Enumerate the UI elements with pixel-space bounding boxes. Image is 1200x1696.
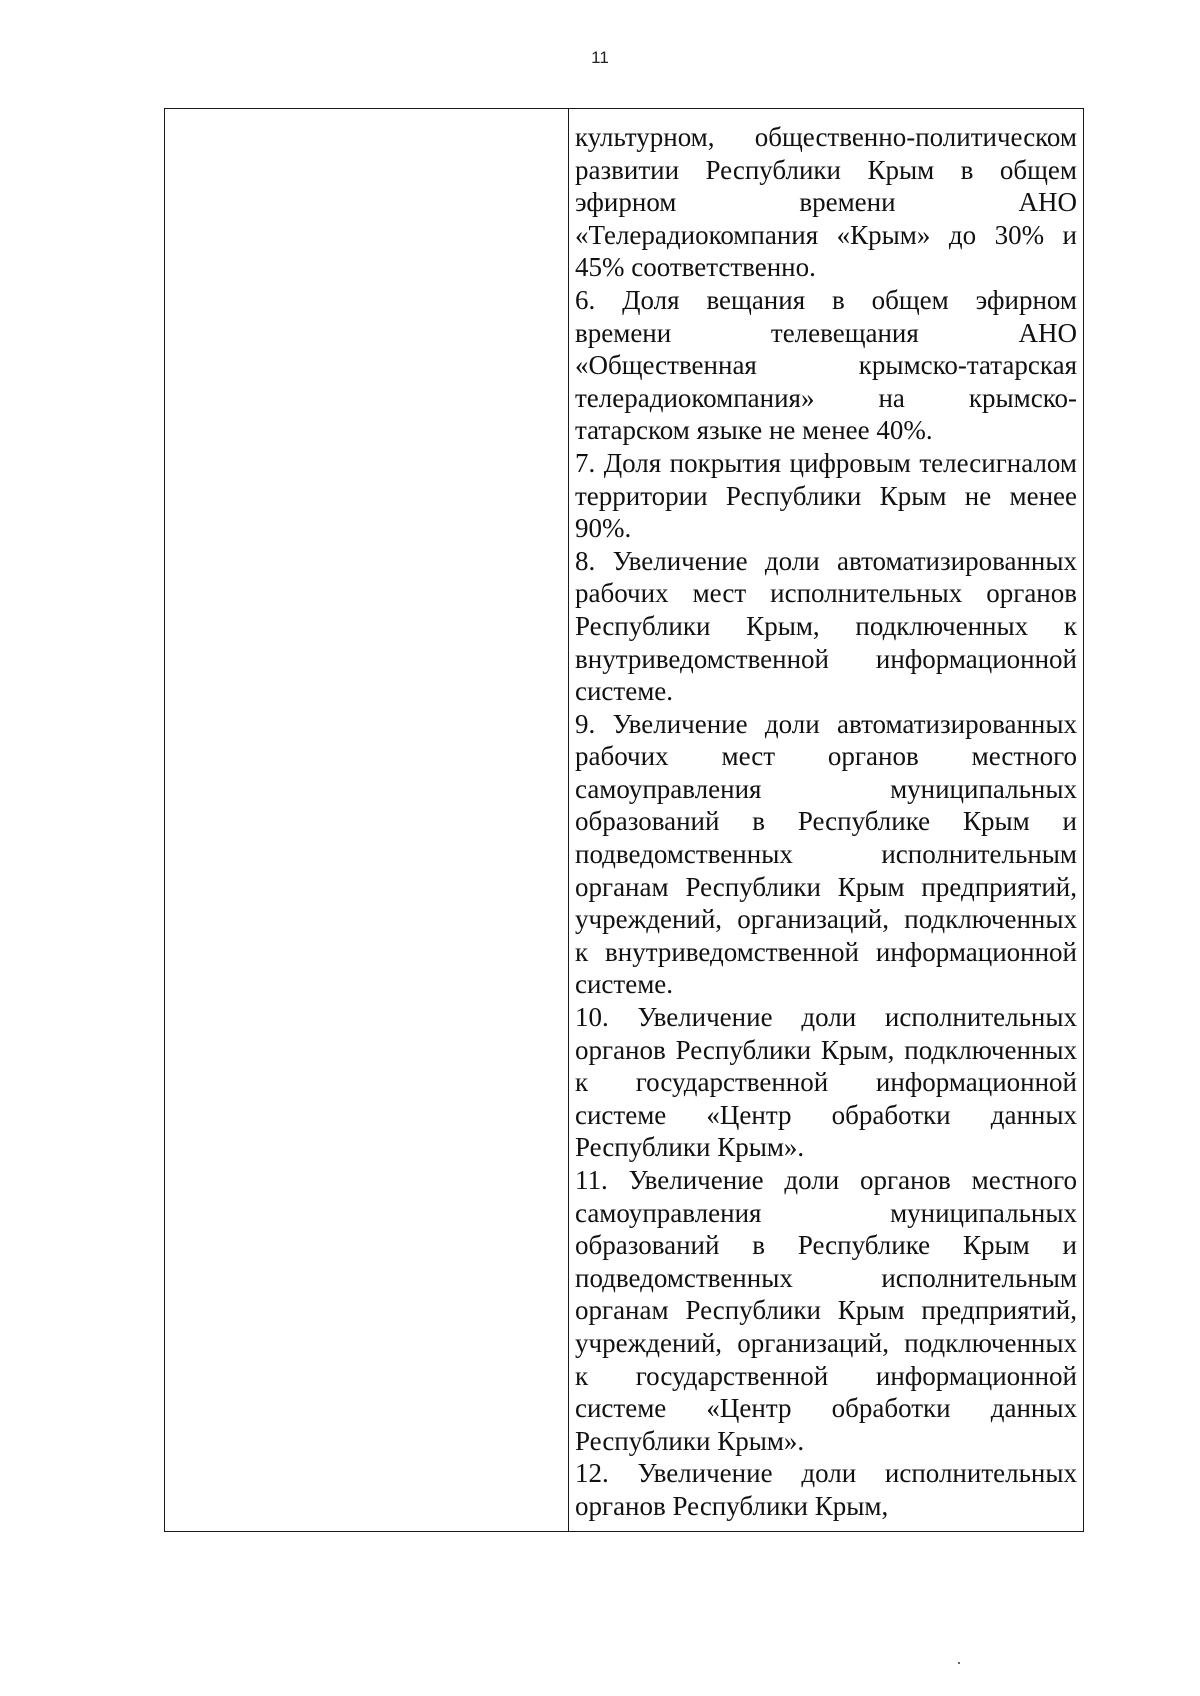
paragraph-item-8: 8. Увеличение доли автоматизированных рабочих мест исполнительных органов Республики Крым, подключенных к внутриведомственной информационной системе.: [575, 545, 1077, 707]
scan-speck: [958, 1662, 960, 1664]
page-number: 11: [591, 48, 609, 67]
paragraph-item-7: 7. Доля покрытия цифровым телесигналом территории Республики Крым не менее 90%.: [575, 447, 1077, 544]
paragraph-continuation: культурном, общественно-политическом развитии Республики Крым в общем эфирном времени АНО «Телерадиокомпания «Крым» до 30% и 45% соответственно.: [575, 122, 1077, 283]
indicators-text: [575, 121, 1077, 1523]
paragraph-item-9: 9. Увеличение доли автоматизированных рабочих мест органов местного самоуправления муниципальных образований в Республике Крым и подведомственных исполнительным органам Республики Крым предприятий, учреждений, организаций, подключенных к внутриведомственной информационной системе.: [575, 708, 1077, 1000]
table-right-cell: [569, 109, 1083, 1531]
paragraph-item-12: 12. Увеличение доли исполнительных органов Республики Крым,: [575, 1458, 1077, 1521]
paragraph-item-11: 11. Увеличение доли органов местного самоуправления муниципальных образований в Республике Крым и подведомственных исполнительным органам Республики Крым предприятий, учреждений, организаций, подключенных к государственной информационной системе «Центр обработки данных Республики Крым».: [575, 1165, 1077, 1456]
paragraph-item-10: 10. Увеличение доли исполнительных органов Республики Крым, подключенных к государственной информационной системе «Центр обработки данных Республики Крым».: [575, 1002, 1077, 1163]
paragraph-item-6: 6. Доля вещания в общем эфирном времени телевещания АНО «Общественная крымско-татарская телерадиокомпания» на крымско-татарском языке не менее 40%.: [575, 284, 1077, 446]
table-left-cell: [165, 109, 569, 1531]
document-table: [164, 108, 1084, 1532]
